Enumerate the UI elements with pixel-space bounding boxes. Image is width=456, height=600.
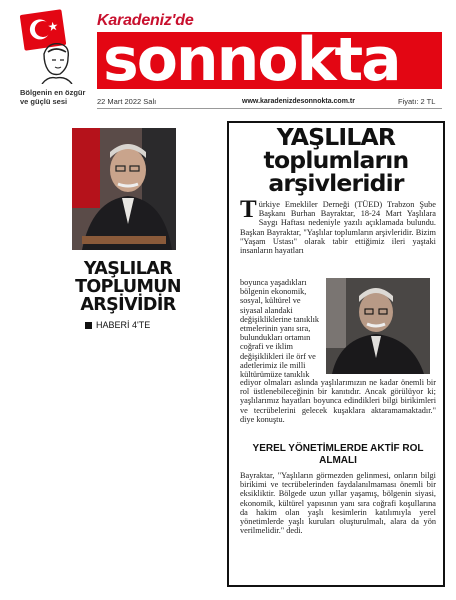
drop-cap: T bbox=[240, 196, 257, 223]
newspaper-name: sonnokta bbox=[103, 25, 400, 95]
teaser-reference[interactable] bbox=[85, 320, 150, 330]
article-headline: YAŞLILAR toplumların arşivleridir bbox=[263, 123, 409, 197]
teaser-headline: YAŞLILAR TOPLUMUN ARŞİVİDİR bbox=[75, 259, 181, 315]
slogan: Bölgenin en özgür ve güçlü sesi bbox=[20, 88, 86, 106]
turkish-flag-icon: ★ bbox=[20, 9, 67, 50]
masthead-pretitle: Karadeniz'de bbox=[97, 12, 194, 29]
teaser-reference-label: HABERİ 4'TE bbox=[96, 320, 151, 330]
paragraph-1-text: ürkiye Emekliler Derneği (TÜED) Trabzon Şube Başkanı Burhan Bayraktar, 18-24 Mart Yaşlılara Saygı Haftası nedeniyle yazılı açıklamada bulundu. Başkan Bayraktar, "Yaşlılar toplumların arşivleridir. Bizim "Yaşam Ustası" olarak tabir ettiğimiz ileri yaştaki insanların hayatları bbox=[240, 200, 436, 256]
teaser-photo bbox=[72, 128, 176, 250]
article-paragraph-3: ediyor olmaları aslında yaşlılarımızın ne kadar önemli bir rol üstlenebileceğinin bir kanıtıdır. Ancak görülüyor ki; yaşlılarımız hayatları boyunca edindikleri bilgi birikimleri ve tecrübelerini gelecek kuşaklara aktaramamaktadır." diye konuştu. bbox=[240, 378, 436, 424]
issue-price: Fiyatı: 2 TL bbox=[398, 97, 436, 106]
masthead-banner bbox=[97, 25, 442, 95]
article-paragraph-2: boyunca yaşadıkları bölgenin ekonomik, sosyal, kültürel ve siyasal alandaki değişikliklerine tanıklık etmelerinin yanı sıra, bulundukları ortamın coğrafi ve iklim değişiklikleri ile örf ve adetlerimiz ile milli kültürümüze tanıklık bbox=[240, 278, 320, 380]
article-photo bbox=[326, 278, 430, 374]
issue-date: 22 Mart 2022 Salı bbox=[97, 97, 157, 106]
ataturk-sketch-icon bbox=[38, 40, 74, 84]
masthead-divider bbox=[97, 108, 442, 109]
article-subheading: YEREL YÖNETİMLERDE AKTİF ROL ALMALI bbox=[252, 443, 424, 466]
website-link[interactable]: www.karadenizdesonnokta.com.tr bbox=[242, 98, 355, 105]
article-paragraph-4: Bayraktar, "Yaşlıların görmezden gelinmesi, onların bilgi birikimi ve tecrübelerinden faydalanılmaması önemli bir eksikliktir. Bölgede uzun yıllar yaşamış, bölgenin siyasi, ekonomik, kültürel yapısının yanı sıra coğrafi koşullarına da hakim olan yaşlı kesimlerin katılımıyla yerel yönetimlerde yaşlı kuruları oluşturulmalı, alara da yön verilmelidir." dedi. bbox=[240, 471, 436, 536]
square-bullet-icon bbox=[85, 322, 92, 329]
article-paragraph-1 bbox=[240, 196, 436, 256]
